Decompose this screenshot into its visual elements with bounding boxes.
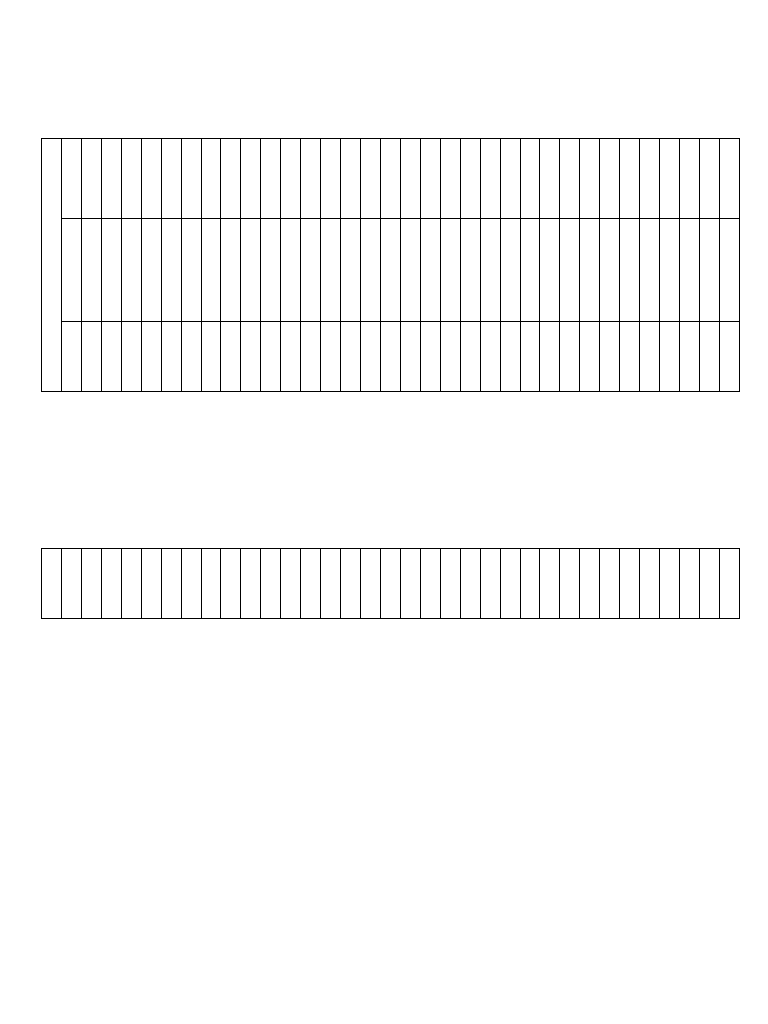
week-cell xyxy=(380,219,400,322)
week-cell xyxy=(460,549,480,619)
week-cell xyxy=(141,322,161,392)
week-cell xyxy=(580,322,600,392)
week-cell xyxy=(440,549,460,619)
week-cell xyxy=(680,322,700,392)
week-cell xyxy=(261,549,281,619)
aw-cell xyxy=(101,322,121,392)
week-cell xyxy=(699,139,719,219)
week-cell xyxy=(640,322,660,392)
week-cell xyxy=(241,549,261,619)
week-cell xyxy=(181,549,201,619)
week-cell xyxy=(281,139,301,219)
week-cell xyxy=(201,322,221,392)
week-cell xyxy=(620,139,640,219)
week-cell xyxy=(520,549,540,619)
week-cell xyxy=(680,139,700,219)
week-cell xyxy=(500,139,520,219)
week-cell xyxy=(520,139,540,219)
week-cell xyxy=(620,549,640,619)
week-cell xyxy=(281,219,301,322)
week-cell xyxy=(141,219,161,322)
week-cell xyxy=(121,219,141,322)
week-cell xyxy=(500,549,520,619)
week-cell xyxy=(600,549,620,619)
week-cell xyxy=(161,219,181,322)
week-cell xyxy=(660,219,680,322)
table-row xyxy=(42,219,740,322)
week-cell xyxy=(540,549,560,619)
week-cell xyxy=(321,549,341,619)
week-cell xyxy=(500,322,520,392)
indikator-cell xyxy=(61,219,81,322)
ket-cell xyxy=(719,219,739,322)
week-cell xyxy=(141,549,161,619)
week-cell xyxy=(640,219,660,322)
week-cell xyxy=(181,139,201,219)
week-cell xyxy=(281,322,301,392)
week-cell xyxy=(241,322,261,392)
kd-cell xyxy=(42,139,62,392)
week-cell xyxy=(361,219,381,322)
week-cell xyxy=(540,219,560,322)
week-cell xyxy=(460,219,480,322)
materi-cell xyxy=(81,139,101,219)
week-cell xyxy=(201,219,221,322)
week-cell xyxy=(460,139,480,219)
week-cell xyxy=(560,322,580,392)
week-cell xyxy=(699,549,719,619)
week-cell xyxy=(480,139,500,219)
week-cell xyxy=(660,322,680,392)
week-cell xyxy=(301,139,321,219)
week-cell xyxy=(341,139,361,219)
week-cell xyxy=(540,322,560,392)
week-cell xyxy=(660,549,680,619)
materi-cell xyxy=(81,549,101,619)
week-cell xyxy=(301,549,321,619)
table-row xyxy=(42,139,740,219)
week-cell xyxy=(121,139,141,219)
kd-cell xyxy=(42,549,62,619)
week-cell xyxy=(580,219,600,322)
indikator-cell xyxy=(61,549,81,619)
week-cell xyxy=(400,322,420,392)
aw-cell xyxy=(101,549,121,619)
week-cell xyxy=(201,549,221,619)
ket-cell xyxy=(719,549,739,619)
week-cell xyxy=(321,322,341,392)
week-cell xyxy=(500,219,520,322)
week-cell xyxy=(221,219,241,322)
week-cell xyxy=(181,322,201,392)
week-cell xyxy=(420,549,440,619)
week-cell xyxy=(161,139,181,219)
week-cell xyxy=(440,139,460,219)
week-cell xyxy=(321,139,341,219)
week-cell xyxy=(580,139,600,219)
week-cell xyxy=(361,322,381,392)
week-cell xyxy=(361,139,381,219)
week-cell xyxy=(201,139,221,219)
week-cell xyxy=(480,322,500,392)
week-cell xyxy=(440,322,460,392)
indikator-cell xyxy=(61,322,81,392)
week-cell xyxy=(241,219,261,322)
week-cell xyxy=(480,219,500,322)
aw-cell xyxy=(101,219,121,322)
week-cell xyxy=(640,139,660,219)
week-cell xyxy=(420,219,440,322)
ket-cell xyxy=(719,322,739,392)
week-cell xyxy=(640,549,660,619)
week-cell xyxy=(480,549,500,619)
week-cell xyxy=(321,219,341,322)
week-cell xyxy=(301,219,321,322)
week-cell xyxy=(141,139,161,219)
week-cell xyxy=(121,322,141,392)
week-cell xyxy=(620,322,640,392)
week-cell xyxy=(121,549,141,619)
aw-cell xyxy=(101,139,121,219)
week-cell xyxy=(600,139,620,219)
week-cell xyxy=(380,322,400,392)
week-cell xyxy=(660,139,680,219)
week-cell xyxy=(181,219,201,322)
week-cell xyxy=(161,322,181,392)
week-cell xyxy=(341,549,361,619)
week-cell xyxy=(699,322,719,392)
week-cell xyxy=(600,322,620,392)
week-cell xyxy=(540,139,560,219)
week-cell xyxy=(680,549,700,619)
week-cell xyxy=(281,549,301,619)
week-cell xyxy=(221,322,241,392)
week-cell xyxy=(520,322,540,392)
week-cell xyxy=(420,322,440,392)
semester-program-table xyxy=(41,138,740,392)
week-cell xyxy=(241,139,261,219)
week-cell xyxy=(400,219,420,322)
materi-cell xyxy=(81,322,101,392)
week-cell xyxy=(440,219,460,322)
week-cell xyxy=(380,549,400,619)
week-cell xyxy=(560,219,580,322)
week-cell xyxy=(460,322,480,392)
table-row xyxy=(42,549,740,619)
week-cell xyxy=(161,549,181,619)
week-cell xyxy=(600,219,620,322)
table-row xyxy=(42,322,740,392)
week-cell xyxy=(560,549,580,619)
week-cell xyxy=(520,219,540,322)
week-cell xyxy=(361,549,381,619)
week-cell xyxy=(261,322,281,392)
ket-cell xyxy=(719,139,739,219)
week-cell xyxy=(400,139,420,219)
week-cell xyxy=(261,219,281,322)
week-cell xyxy=(380,139,400,219)
week-cell xyxy=(680,219,700,322)
week-cell xyxy=(560,139,580,219)
week-cell xyxy=(341,219,361,322)
week-cell xyxy=(400,549,420,619)
week-cell xyxy=(301,322,321,392)
semester-program-table-continued xyxy=(41,548,740,619)
week-cell xyxy=(221,139,241,219)
materi-cell xyxy=(81,219,101,322)
week-cell xyxy=(620,219,640,322)
week-cell xyxy=(341,322,361,392)
week-cell xyxy=(580,549,600,619)
week-cell xyxy=(699,219,719,322)
indikator-cell xyxy=(61,139,81,219)
week-cell xyxy=(221,549,241,619)
week-cell xyxy=(261,139,281,219)
week-cell xyxy=(420,139,440,219)
